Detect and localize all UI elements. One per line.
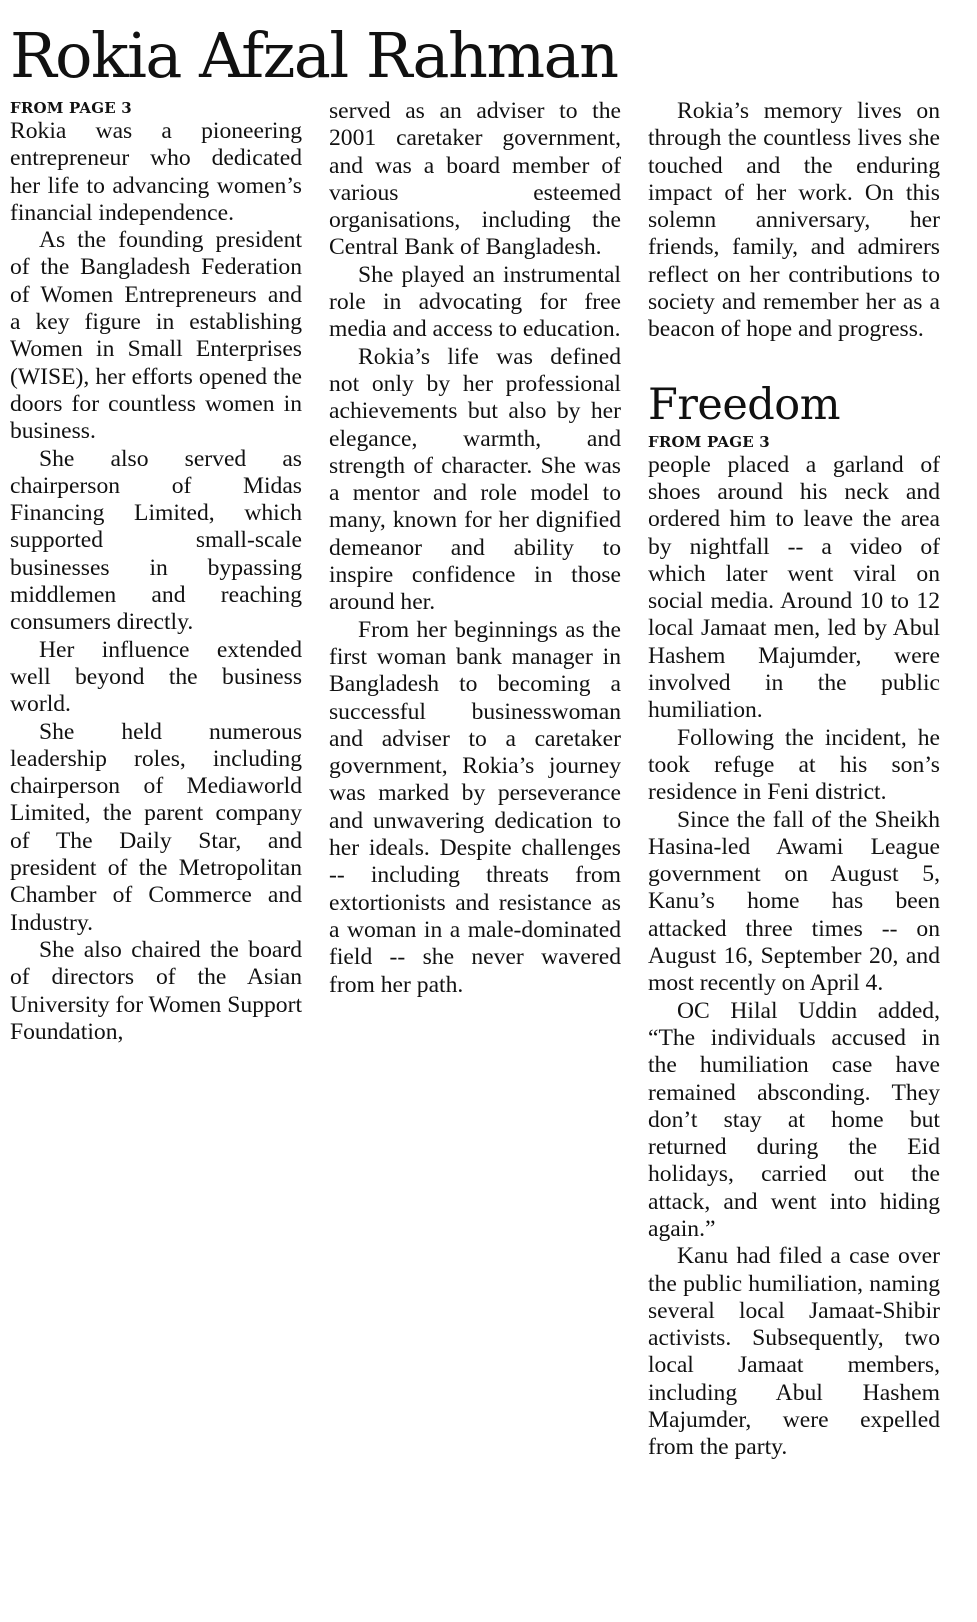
story1-paragraph: As the founding president of the Bangladesh Federation of Women Entrepreneurs and a key figure in establishing Women in Small Enterprises (WISE), her efforts opened the doors for countless women in business. bbox=[10, 227, 302, 445]
column-3 bbox=[648, 98, 940, 1462]
story1-column-1 bbox=[10, 98, 302, 1046]
story2-paragraph: OC Hilal Uddin added, “The individuals accused in the humiliation case have remained absconding. They don’t stay at home but returned during the Eid holidays, carried out the attack, and went into hiding again.” bbox=[648, 997, 940, 1242]
story1-paragraph: Rokia’s life was defined not only by her professional achievements but also by her elegance, warmth, and strength of character. She was a mentor and role model to many, known for her dignified demeanor and ability to inspire confidence in those around her. bbox=[329, 343, 621, 616]
story2-paragraph: Since the fall of the Sheikh Hasina-led Awami League government on August 5, Kanu’s home has been attacked three times -- on August 16, September 20, and most recently on April 4. bbox=[648, 806, 940, 997]
story1-kicker: FROM PAGE 3 bbox=[10, 99, 132, 117]
story1-paragraph: She held numerous leadership roles, including chairperson of Mediaworld Limited, the parent company of The Daily Star, and president of the Metropolitan Chamber of Commerce and Industry. bbox=[10, 718, 302, 936]
story1-paragraph: served as an adviser to the 2001 caretaker government, and was a board member of various esteemed organisations, including the Central Bank of Bangladesh. bbox=[329, 98, 621, 261]
story1-paragraph: She played an instrumental role in advocating for free media and access to education. bbox=[329, 261, 621, 343]
headline-rokia-afzal-rahman: Rokia Afzal Rahman bbox=[10, 19, 618, 92]
story2-kicker: FROM PAGE 3 bbox=[648, 432, 770, 451]
story1-paragraph: Her influence extended well beyond the business world. bbox=[10, 636, 302, 718]
story2-paragraph: Following the incident, he took refuge at his son’s residence in Feni district. bbox=[648, 724, 940, 806]
story1-paragraph: Rokia was a pioneering entrepreneur who dedicated her life to advancing women’s financial independence. bbox=[10, 118, 302, 226]
story1-paragraph: She also chaired the board of directors of the Asian University for Women Support Foundation, bbox=[10, 936, 302, 1045]
story1-paragraph: From her beginnings as the first woman bank manager in Bangladesh to becoming a successful businesswoman and adviser to a caretaker government, Rokia’s journey was marked by perseverance and unwavering dedication to her ideals. Despite challenges -- including threats from extortionists and resistance as a woman in a male-dominated field -- she never wavered from her path. bbox=[329, 616, 621, 998]
headline-freedom: Freedom bbox=[648, 379, 840, 430]
story1-paragraph: Rokia’s memory lives on through the countless lives she touched and the enduring impact of her work. On this solemn anniversary, her friends, family, and admirers reflect on her contributions to society and remember her as a beacon of hope and progress. bbox=[648, 98, 940, 343]
story1-paragraph: She also served as chairperson of Midas Financing Limited, which supported small-scale businesses in bypassing middlemen and reaching consumers directly. bbox=[10, 445, 302, 636]
story2-paragraph: people placed a garland of shoes around his neck and ordered him to leave the area by nightfall -- a video of which later went viral on social media. Around 10 to 12 local Jamaat men, led by Abul Hashem Majumder, were involved in the public humiliation. bbox=[648, 451, 940, 724]
story1-column-2 bbox=[329, 98, 621, 999]
story2-paragraph: Kanu had filed a case over the public humiliation, naming several local Jamaat-Shibir activists. Subsequently, two local Jamaat members, including Abul Hashem Majumder, were expelled from the party. bbox=[648, 1243, 940, 1461]
